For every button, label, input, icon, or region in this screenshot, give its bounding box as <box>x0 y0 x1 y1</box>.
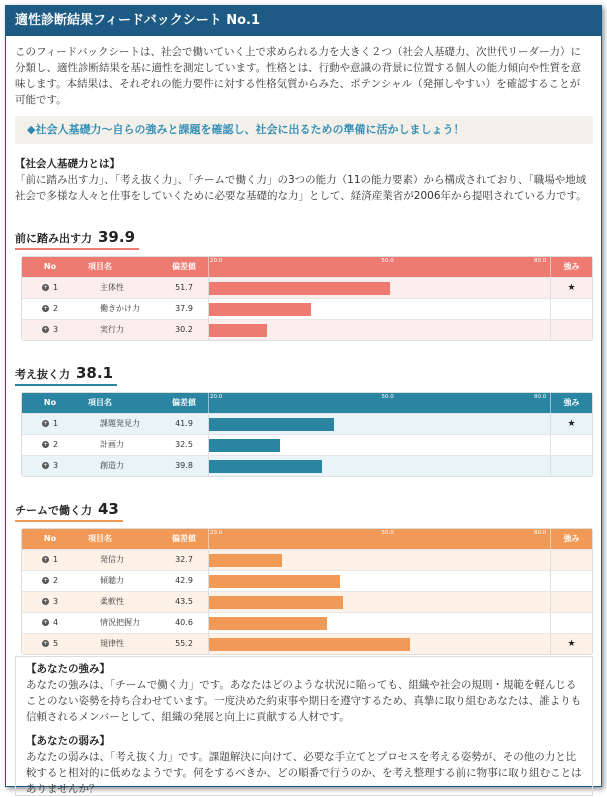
plus-circle-icon[interactable]: + <box>42 640 48 647</box>
row-item: 計画力 <box>100 440 124 449</box>
table-row <box>22 570 592 591</box>
row-strength <box>551 299 592 319</box>
strength-star: ★ <box>567 639 576 649</box>
row-number: 2 <box>52 440 59 449</box>
score-bar <box>209 575 340 588</box>
row-number: 3 <box>52 597 59 606</box>
row-no <box>22 634 78 654</box>
axis-tick-label: 20.0 <box>210 394 223 400</box>
row-no <box>22 456 78 476</box>
row-chart <box>208 299 551 319</box>
row-chart <box>208 613 551 633</box>
header-strength: 強み <box>563 398 580 407</box>
row-chart <box>208 278 551 298</box>
header-strength: 強み <box>563 534 580 543</box>
row-item: 傾聴力 <box>100 576 124 585</box>
row-strength <box>551 414 592 434</box>
row-item: 課題発見力 <box>100 419 140 428</box>
score-bar <box>209 418 334 431</box>
row-value: 51.7 <box>175 283 193 292</box>
axis-tick-label: 80.0 <box>534 530 547 536</box>
row-chart <box>208 435 551 455</box>
strength-star: ★ <box>567 283 576 293</box>
header-no: No <box>43 262 57 271</box>
header-axis <box>208 393 551 413</box>
section-score: 38.1 <box>76 364 114 382</box>
row-item: 実行力 <box>100 325 124 334</box>
header-value: 偏差値 <box>172 262 196 271</box>
row-value: 37.9 <box>175 304 193 313</box>
axis-tick-label: 80.0 <box>534 394 547 400</box>
row-number: 1 <box>52 555 59 564</box>
row-chart <box>208 456 551 476</box>
row-strength <box>551 435 592 455</box>
row-no <box>22 592 78 612</box>
row-chart <box>208 414 551 434</box>
weaknesses-text: あなたの弱みは、「考え抜く力」です。課題解決に向けて、必要な手立てとプロセスを考える姿勢が、その他の力と比較すると相対的に低めなようです。何をするべきか、どの順番で行うのか、を考え整理する前に物事に取り組むことはありませんか？ <box>26 751 582 795</box>
row-value: 55.2 <box>175 639 193 648</box>
score-bar <box>209 439 280 452</box>
row-value: 32.5 <box>175 440 193 449</box>
plus-circle-icon[interactable]: + <box>42 462 48 469</box>
header-no: No <box>43 398 57 407</box>
row-item: 主体性 <box>100 283 124 292</box>
axis-tick-label: 20.0 <box>210 258 223 264</box>
row-strength <box>551 320 592 340</box>
table-row <box>22 319 592 340</box>
row-item: 創造力 <box>100 461 124 470</box>
row-strength <box>551 278 592 298</box>
row-value: 40.6 <box>175 618 193 627</box>
plus-circle-icon[interactable]: + <box>42 598 48 605</box>
definition-block <box>15 156 589 204</box>
table-row <box>22 612 592 633</box>
row-no <box>22 278 78 298</box>
definition-text: 「前に踏み出す力」、「考え抜く力」、「チームで働く力」の3つの能力（11の能力要素）から構成されており、「職場や地域社会で多様な人々と仕事をしていくために必要な基礎的な力」として、経済産業省が2006年から提唱されている力です。 <box>15 174 587 202</box>
score-bar <box>209 596 343 609</box>
section-title <box>15 500 119 521</box>
header-axis <box>208 257 551 277</box>
row-strength <box>551 592 592 612</box>
row-value: 42.9 <box>175 576 193 585</box>
score-bar <box>209 554 282 567</box>
score-bar <box>209 303 311 316</box>
strengths-heading: 【あなたの強み】 <box>26 663 110 675</box>
row-value: 30.2 <box>175 325 193 334</box>
weaknesses-heading: 【あなたの弱み】 <box>26 735 110 747</box>
score-bar <box>209 460 322 473</box>
row-number: 2 <box>52 576 59 585</box>
header-axis <box>208 529 551 549</box>
row-number: 1 <box>52 419 59 428</box>
row-number: 1 <box>52 283 59 292</box>
axis-tick-label: 20.0 <box>210 530 223 536</box>
axis-tick-label: 50.0 <box>381 258 394 264</box>
row-strength <box>551 571 592 591</box>
score-bar <box>209 617 327 630</box>
header-value: 偏差値 <box>172 534 196 543</box>
score-bar <box>209 282 390 295</box>
row-chart <box>208 634 551 654</box>
table-header <box>22 257 592 277</box>
row-strength <box>551 456 592 476</box>
row-chart <box>208 320 551 340</box>
row-number: 5 <box>52 639 59 648</box>
assessment-box <box>15 656 593 796</box>
row-number: 2 <box>52 304 59 313</box>
intro-text: このフィードバックシートは、社会で働いていく上で求められる力を大きく２つ（社会人基礎力、次世代リーダー力）に分類し、適性診断結果を基に適性を測定しています。性格とは、行動や意識の背景に位置する個人の能力傾向や性質を意味します。本結果は、それぞれの能力要件に対する性格気質からみた、ポテンシャル（発揮しやすい）を確認することが可能です。 <box>15 46 582 106</box>
section-score: 43 <box>98 500 119 518</box>
page-title: 適性診断結果フィードバックシート No.1 <box>6 6 601 36</box>
section-score: 39.9 <box>98 228 136 246</box>
row-no <box>22 414 78 434</box>
strengths-text: あなたの強みは、「チームで働く力」です。あなたはどのような状況に陥っても、組織や社会の規則・規範を軽んじることのない姿勢を持ち合わせています。一度決めた約束事や期日を遵守するため、真摯に取り組むあなたは、誰よりも信頼されるメンバーとして、組織の発展と向上に貢献する人材です。 <box>26 679 582 723</box>
plus-circle-icon[interactable]: + <box>42 326 48 333</box>
axis-tick-label: 50.0 <box>381 530 394 536</box>
axis-tick-label: 50.0 <box>381 394 394 400</box>
row-no <box>22 320 78 340</box>
plus-circle-icon[interactable]: + <box>42 556 48 563</box>
plus-circle-icon[interactable]: + <box>42 577 48 584</box>
row-item: 働きかけ力 <box>100 304 140 313</box>
row-no <box>22 550 78 570</box>
row-no <box>22 571 78 591</box>
row-no <box>22 299 78 319</box>
definition-heading: 【社会人基礎力とは】 <box>15 158 120 170</box>
score-table <box>21 528 593 655</box>
row-item: 柔軟性 <box>100 597 124 606</box>
row-item: 情況把握力 <box>100 618 140 627</box>
axis-tick-label: 80.0 <box>534 258 547 264</box>
header-item: 項目名 <box>88 398 112 407</box>
plus-circle-icon[interactable]: + <box>42 420 48 427</box>
row-no <box>22 435 78 455</box>
table-row <box>22 413 592 434</box>
row-no <box>22 613 78 633</box>
header-item: 項目名 <box>88 262 112 271</box>
table-row <box>22 298 592 319</box>
section-name: 前に踏み出す力 <box>15 232 92 245</box>
score-table <box>21 256 593 341</box>
row-value: 32.7 <box>175 555 193 564</box>
score-table <box>21 392 593 477</box>
section-title <box>15 228 135 249</box>
row-value: 41.9 <box>175 419 193 428</box>
plus-circle-icon[interactable]: + <box>42 619 48 626</box>
row-chart <box>208 550 551 570</box>
header-item: 項目名 <box>88 534 112 543</box>
row-number: 3 <box>52 325 59 334</box>
section-name: 考え抜く力 <box>15 368 70 381</box>
score-bar <box>209 638 410 651</box>
header-strength: 強み <box>563 262 580 271</box>
section-underline <box>15 520 123 522</box>
table-row <box>22 277 592 298</box>
row-strength <box>551 634 592 654</box>
row-strength <box>551 613 592 633</box>
row-strength <box>551 550 592 570</box>
section-title <box>15 364 113 385</box>
table-row <box>22 434 592 455</box>
section-name: チームで働く力 <box>15 504 92 517</box>
header-value: 偏差値 <box>172 398 196 407</box>
score-bar <box>209 324 267 337</box>
row-item: 発信力 <box>100 555 124 564</box>
plus-circle-icon[interactable]: + <box>42 441 48 448</box>
section-banner: ◆社会人基礎力～自らの強みと課題を確認し、社会に出るための準備に活かしましょう！ <box>15 116 593 144</box>
header-no: No <box>43 534 57 543</box>
section-underline <box>15 384 117 386</box>
row-value: 43.5 <box>175 597 193 606</box>
row-value: 39.8 <box>175 461 193 470</box>
section-underline <box>15 248 139 250</box>
feedback-sheet <box>5 5 602 795</box>
table-row <box>22 591 592 612</box>
plus-circle-icon[interactable]: + <box>42 305 48 312</box>
plus-circle-icon[interactable]: + <box>42 284 48 291</box>
strength-star: ★ <box>567 419 576 429</box>
table-header <box>22 529 592 549</box>
row-item: 規律性 <box>100 639 124 648</box>
table-row <box>22 455 592 476</box>
table-row <box>22 549 592 570</box>
row-number: 4 <box>52 618 59 627</box>
row-number: 3 <box>52 461 59 470</box>
row-chart <box>208 571 551 591</box>
row-chart <box>208 592 551 612</box>
table-row <box>22 633 592 654</box>
table-header <box>22 393 592 413</box>
